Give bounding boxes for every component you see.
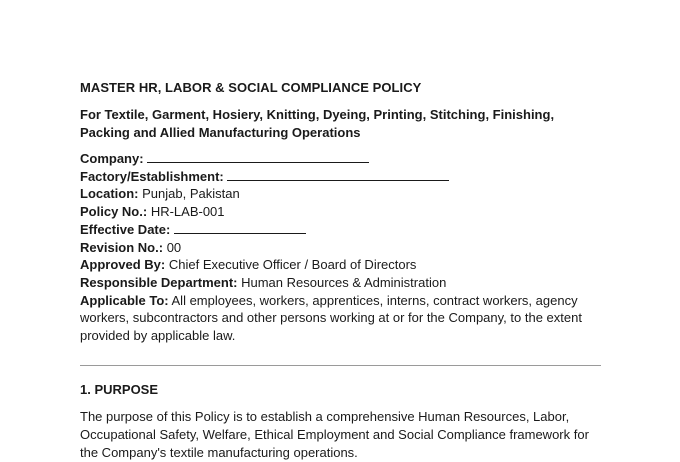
meta-effective-date-label: Effective Date: (80, 221, 171, 237)
meta-approved-by-value: Chief Executive Officer / Board of Directors (168, 257, 417, 273)
meta-policy-no-value: HR-LAB-001 (150, 204, 225, 220)
meta-effective-date (80, 221, 605, 239)
meta-responsible-department-label: Responsible Department: (80, 274, 238, 290)
meta-applicable-to-label: Applicable To: (80, 292, 169, 308)
meta-location-label: Location: (80, 186, 139, 202)
document-metadata (80, 150, 605, 345)
meta-effective-date-blank-line (174, 222, 306, 234)
meta-responsible-department-value: Human Resources & Administration (241, 274, 447, 290)
horizontal-divider (80, 365, 601, 366)
document-subtitle: For Textile, Garment, Hosiery, Knitting, Dyeing, Printing, Stitching, Finishing, Packing and Allied Manufacturing Operations (80, 107, 555, 140)
section-body-purpose: The purpose of this Policy is to establish a comprehensive Human Resources, Labor, Occupational Safety, Welfare, Ethical Employment and Social Compliance framework for the Company's textile manufacturing operations. (80, 409, 589, 460)
meta-policy-no (80, 203, 605, 221)
meta-company-blank-line (147, 151, 369, 163)
section-heading-purpose: 1. PURPOSE (80, 382, 159, 397)
meta-factory (80, 168, 605, 186)
meta-revision-no (80, 239, 605, 257)
meta-factory-blank-line (227, 169, 449, 181)
meta-responsible-department (80, 274, 605, 292)
meta-applicable-to (80, 292, 605, 345)
meta-approved-by (80, 256, 605, 274)
meta-approved-by-label: Approved By: (80, 257, 166, 273)
meta-revision-no-label: Revision No.: (80, 239, 164, 255)
meta-policy-no-label: Policy No.: (80, 204, 148, 220)
meta-applicable-to-value: All employees, workers, apprentices, interns, contract workers, agency workers, subcontractors and other persons working at or for the Company, to the extent provided by applicable law. (80, 292, 582, 344)
document-title: MASTER HR, LABOR & SOCIAL COMPLIANCE POLICY (80, 80, 422, 95)
meta-company (80, 150, 605, 168)
meta-company-label: Company: (80, 151, 144, 166)
meta-factory-label: Factory/Establishment: (80, 168, 224, 184)
meta-location-value: Punjab, Pakistan (142, 186, 240, 202)
meta-location (80, 185, 605, 203)
meta-revision-no-value: 00 (166, 239, 182, 255)
